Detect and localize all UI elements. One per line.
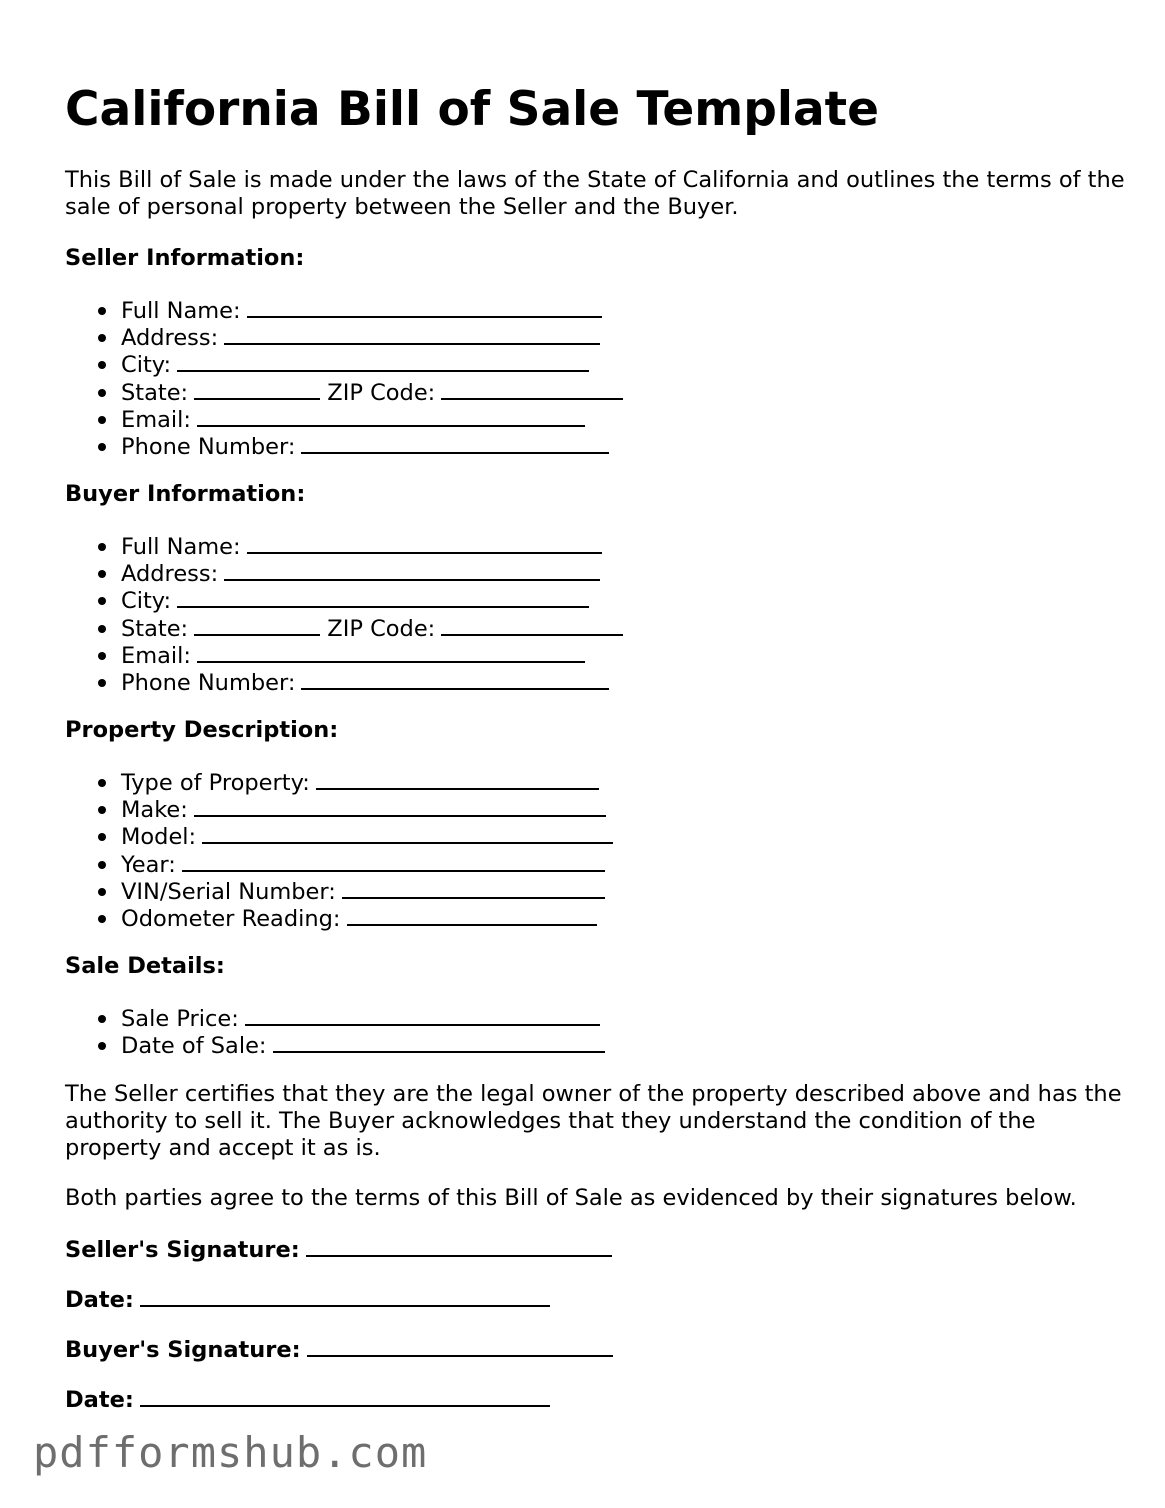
sale-heading: Sale Details: [65,953,225,979]
blank-line[interactable] [301,432,609,454]
property-fields [65,768,613,931]
signature-label: Seller's Signature: [65,1237,300,1263]
field-label: Phone Number: [121,669,296,696]
field-label: Model: [121,824,197,851]
field-label: ZIP Code: [327,379,436,406]
blank-line[interactable] [273,1031,605,1053]
field-label: Type of Property: [121,770,310,796]
buyer-city-field[interactable] [65,586,623,613]
blank-line[interactable] [194,795,606,817]
blank-line[interactable] [245,1004,600,1026]
page-title: California Bill of Sale Template [65,82,880,137]
blank-line[interactable] [194,378,320,400]
property-model-field[interactable] [65,822,613,849]
sale-fields [65,1004,605,1058]
field-label: Odometer Reading: [121,905,341,932]
blank-line[interactable] [347,904,597,926]
blank-line[interactable] [342,877,605,899]
buyer-address-field[interactable] [65,559,623,586]
agreement-paragraph: Both parties agree to the terms of this Bill of Sale as evidenced by their signatures below. [65,1185,1077,1211]
buyer-email-field[interactable] [65,641,623,668]
blank-line[interactable] [177,350,589,372]
field-label: State: [121,379,189,406]
certification-paragraph: The Seller certifies that they are the legal owner of the property described above and has the authority to sell it. The Buyer acknowledges that they understand the condition of the property and accept it as is. [65,1081,1122,1161]
watermark: pdfformshub.com [33,1428,428,1477]
field-label: Full Name: [121,298,241,324]
seller-phone-field[interactable] [65,432,623,459]
property-type-field[interactable] [65,768,613,795]
blank-line[interactable] [441,378,623,400]
blank-line[interactable] [307,1335,613,1357]
buyer-full-name-field[interactable] [65,532,623,559]
blank-line[interactable] [224,559,600,581]
field-label: Make: [121,797,188,824]
blank-line[interactable] [306,1235,612,1257]
blank-line[interactable] [224,323,600,345]
buyer-phone-field[interactable] [65,668,623,695]
seller-fields [65,296,623,459]
blank-line[interactable] [441,614,623,636]
blank-line[interactable] [197,405,585,427]
field-label: Full Name: [121,534,241,560]
blank-line[interactable] [247,296,602,318]
blank-line[interactable] [202,822,613,844]
blank-line[interactable] [182,850,605,872]
seller-city-field[interactable] [65,350,623,377]
seller-date-line[interactable] [65,1285,550,1314]
field-label: ZIP Code: [327,615,436,642]
seller-email-field[interactable] [65,405,623,432]
signature-label: Buyer's Signature: [65,1337,301,1363]
buyer-date-line[interactable] [65,1385,550,1414]
field-label: Email: [121,406,192,433]
blank-line[interactable] [194,614,320,636]
property-heading: Property Description: [65,717,339,743]
field-label: Date of Sale: [121,1033,267,1060]
sale-price-field[interactable] [65,1004,605,1031]
signature-label: Date: [65,1287,134,1313]
field-label: Sale Price: [121,1006,239,1032]
field-label: Email: [121,642,192,669]
field-label: City: [121,588,172,615]
buyer-heading: Buyer Information: [65,481,306,507]
field-label: Year: [121,851,176,878]
buyer-state-zip-field[interactable] [65,614,623,641]
field-label: Address: [121,561,219,588]
blank-line[interactable] [197,641,585,663]
blank-line[interactable] [301,668,609,690]
buyer-fields [65,532,623,695]
seller-state-zip-field[interactable] [65,378,623,405]
property-make-field[interactable] [65,795,613,822]
buyer-signature-line[interactable] [65,1335,613,1364]
seller-address-field[interactable] [65,323,623,350]
seller-full-name-field[interactable] [65,296,623,323]
seller-heading: Seller Information: [65,245,305,271]
blank-line[interactable] [316,768,599,790]
intro-paragraph: This Bill of Sale is made under the laws of the State of California and outlines the terms of the sale of personal property between the Seller and the Buyer. [65,167,1125,220]
signature-label: Date: [65,1387,134,1413]
blank-line[interactable] [140,1285,550,1307]
sale-date-field[interactable] [65,1031,605,1058]
seller-signature-line[interactable] [65,1235,612,1264]
field-label: VIN/Serial Number: [121,878,336,905]
field-label: Address: [121,325,219,352]
field-label: City: [121,352,172,379]
blank-line[interactable] [247,532,602,554]
property-year-field[interactable] [65,850,613,877]
property-vin-field[interactable] [65,877,613,904]
property-odometer-field[interactable] [65,904,613,931]
blank-line[interactable] [177,586,589,608]
blank-line[interactable] [140,1385,550,1407]
field-label: State: [121,615,189,642]
field-label: Phone Number: [121,433,296,460]
